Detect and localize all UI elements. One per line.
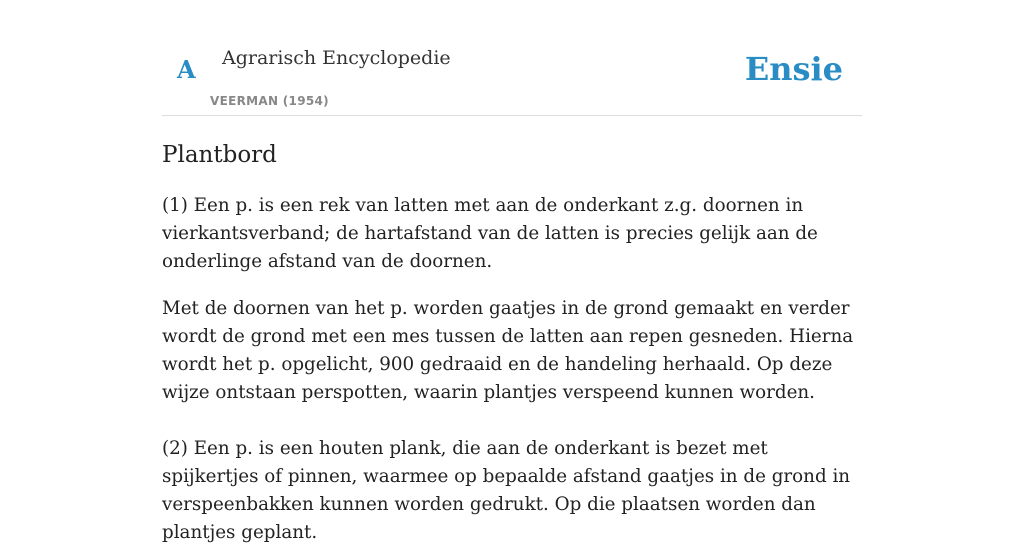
index-letter[interactable]: A	[177, 55, 196, 84]
entry-paragraph-1: (1) Een p. is een rek van latten met aan de onderkant z.g. doornen in vierkantsverband; de hartafstand van de latten is precies gelijk aan de onderlinge afstand van de doornen.	[162, 195, 818, 272]
brand-logo[interactable]: Ensie	[744, 50, 843, 88]
entry-paragraph-3: (2) Een p. is een houten plank, die aan de onderkant is bezet met spijkertjes of pinnen, waarmee op bepaalde afstand gaatjes in de grond in verspeenbakken kunnen worden gedrukt. Op die plaatsen worden dan plantjes geplant.	[162, 438, 851, 543]
entry-paragraph-2: Met de doornen van het p. worden gaatjes in de grond gemaakt en verder wordt de grond met een mes tussen de latten aan repen gesneden. Hierna wordt het p. opgelicht, 900 gedraaid en de handeling herhaald. Op deze wijze ontstaan perspotten, waarin plantjes verspeend kunnen worden.	[162, 298, 854, 403]
page-container	[162, 0, 862, 543]
header	[162, 0, 862, 116]
source-author: VEERMAN (1954)	[210, 94, 329, 108]
source-title[interactable]: Agrarisch Encyclopedie	[222, 47, 451, 69]
entry-title: Plantbord	[162, 142, 277, 168]
